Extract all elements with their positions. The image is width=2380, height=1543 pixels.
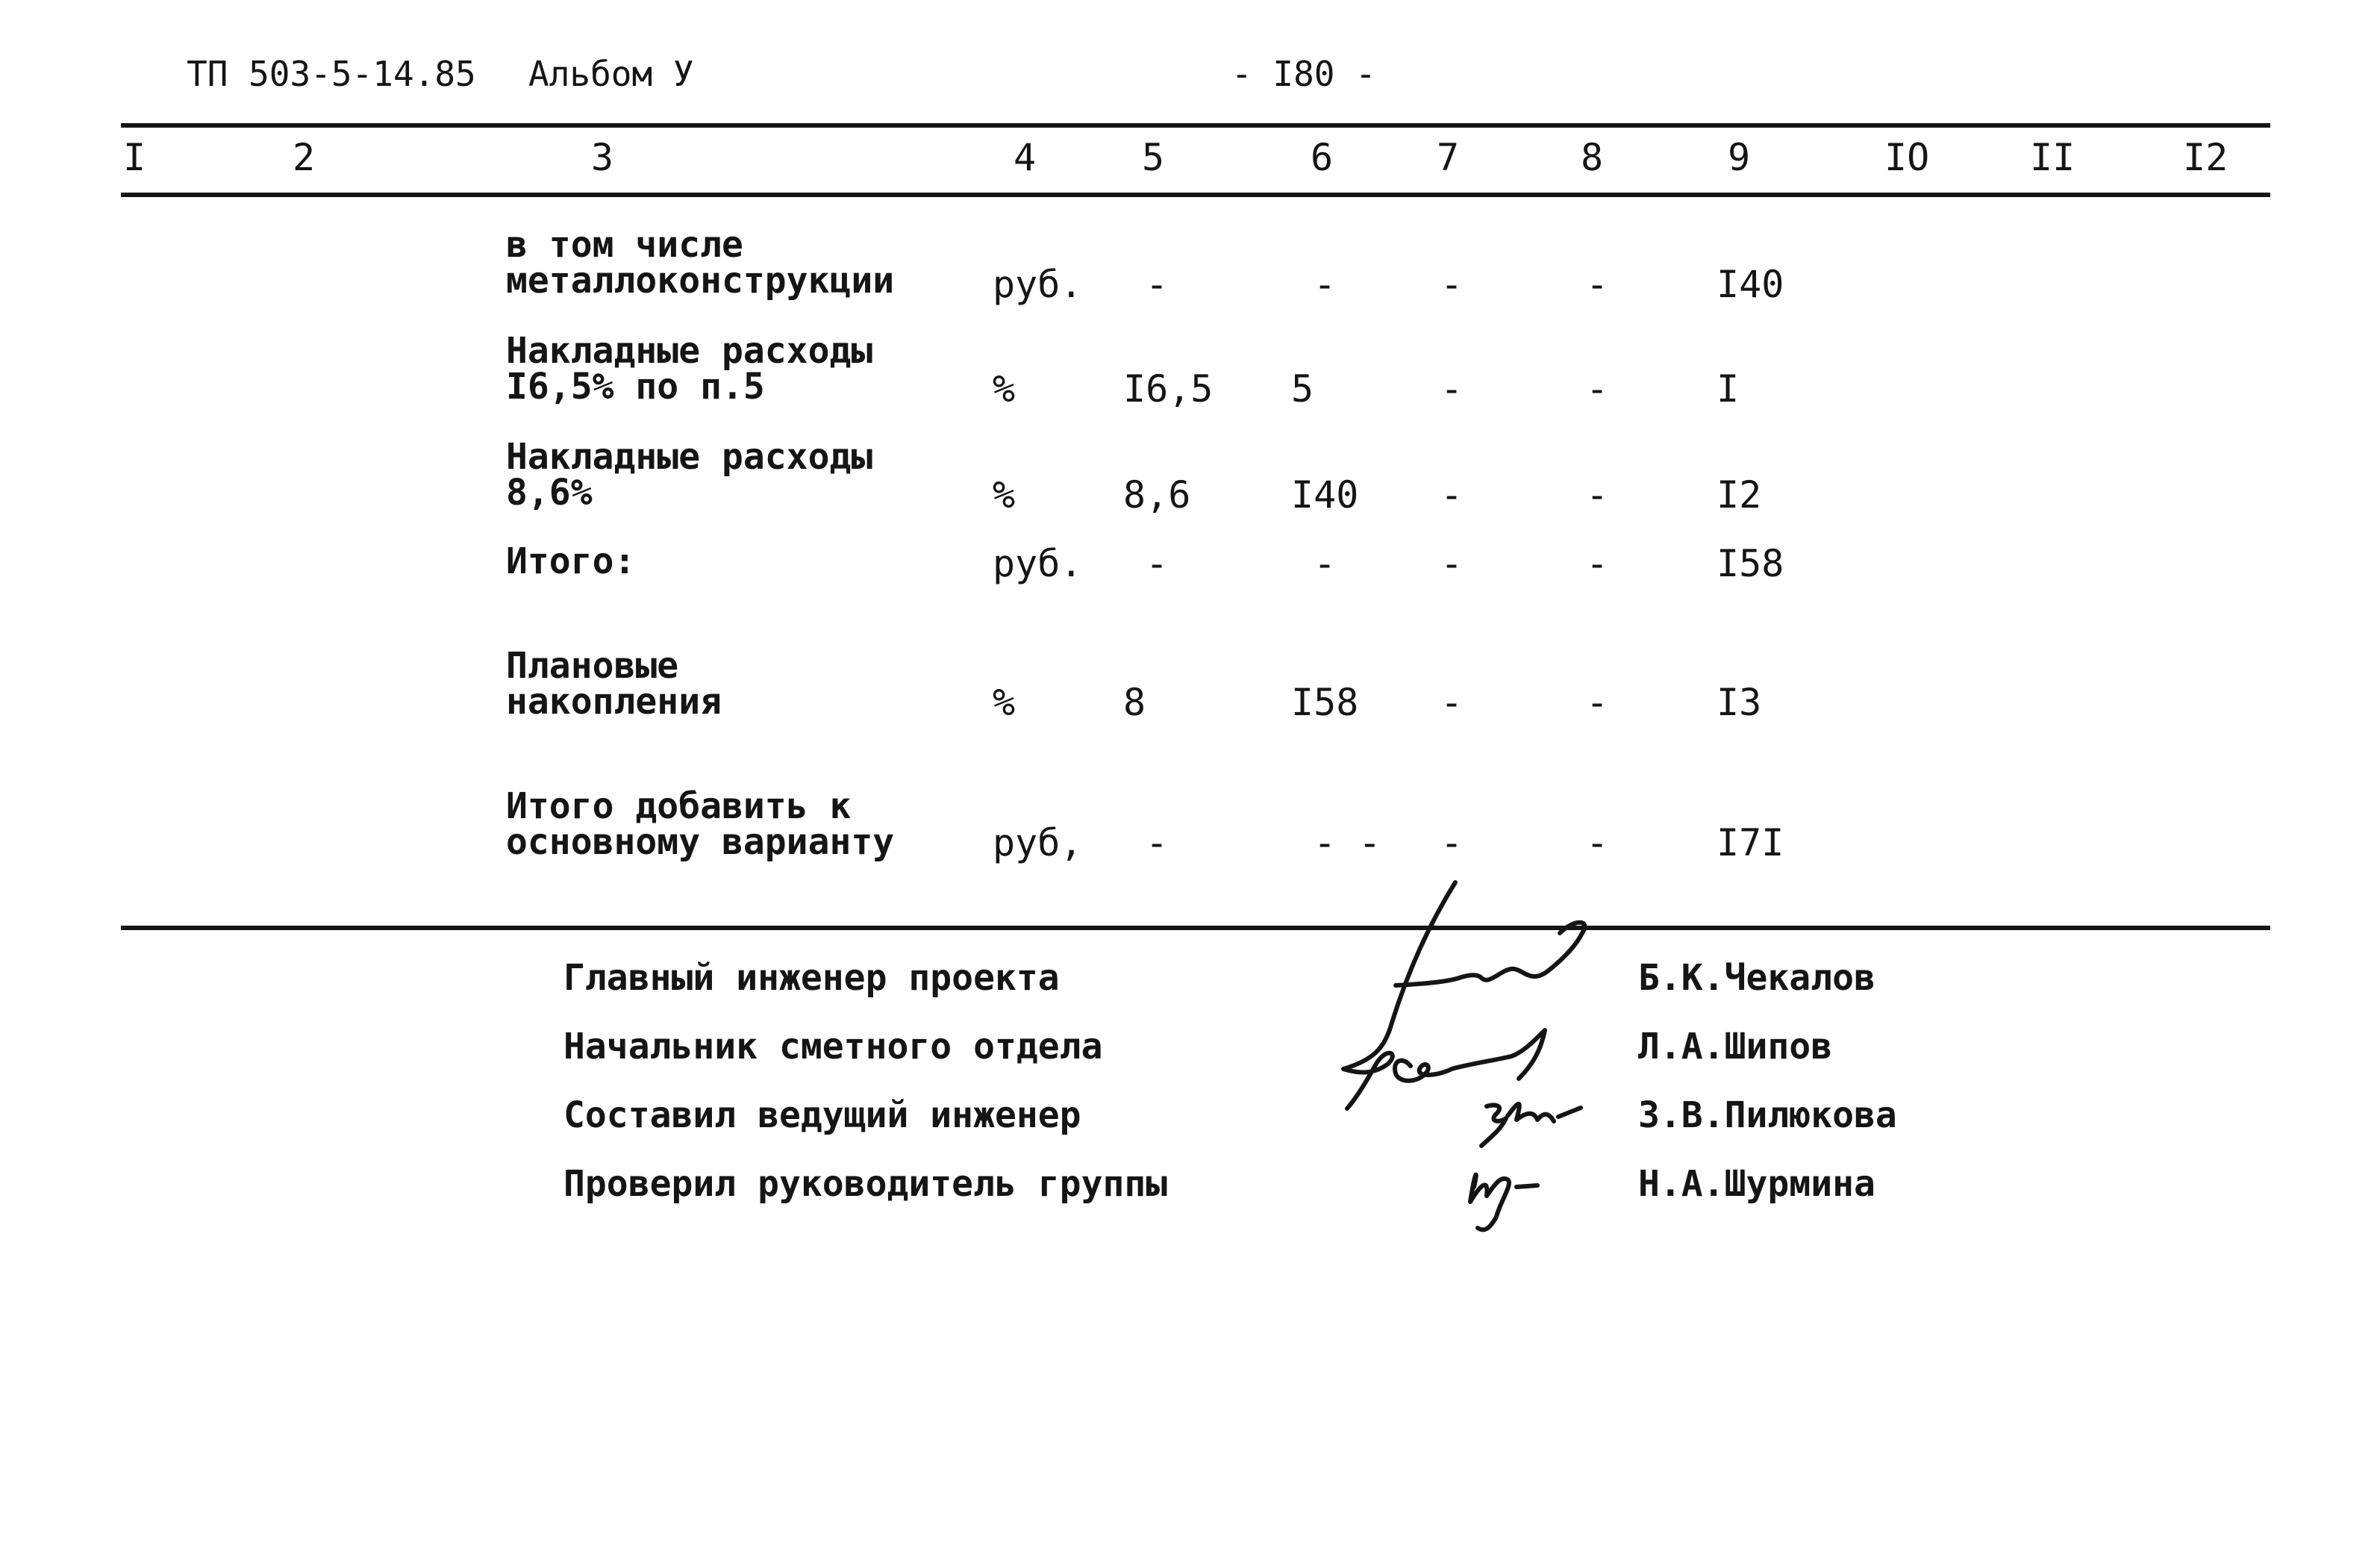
album-label: Альбом У (528, 54, 694, 94)
row-label-line: I6,5% по п.5 (506, 366, 765, 408)
unit-cell: руб, (993, 821, 1083, 864)
value-cell: - (1586, 821, 1609, 864)
value-cell: - (1440, 473, 1464, 517)
handwritten-signature (1321, 873, 1634, 1232)
value-cell: - (1586, 681, 1609, 724)
value-cell: 8,6 (1123, 473, 1191, 517)
table-header-rule (121, 193, 2270, 197)
value-cell: 5 (1291, 367, 1314, 411)
value-cell: I40 (1717, 263, 1784, 306)
value-cell: - (1586, 542, 1609, 585)
unit-cell: руб. (993, 542, 1083, 585)
value-cell: - (1440, 821, 1464, 864)
unit-cell: % (993, 473, 1016, 517)
value-cell: I (1717, 367, 1740, 411)
value-cell: - (1314, 542, 1337, 585)
signatory-name: Б.К.Чекалов (1638, 957, 1875, 999)
page-number: - I80 - (1231, 54, 1376, 94)
value-cell: I40 (1291, 473, 1359, 517)
column-number: I (123, 136, 146, 179)
table-bottom-rule (121, 926, 2270, 930)
value-cell: - (1586, 263, 1609, 306)
value-cell: - - (1314, 821, 1381, 864)
value-cell: - (1314, 263, 1337, 306)
column-number: II (2030, 136, 2076, 179)
value-cell: I7I (1717, 821, 1784, 864)
value-cell: - (1146, 542, 1169, 585)
value-cell: I3 (1717, 681, 1762, 724)
row-label-line: Итого: (506, 540, 636, 582)
signatory-title: Главный инженер проекта (563, 957, 1060, 999)
unit-cell: руб. (993, 263, 1083, 306)
value-cell: I58 (1717, 542, 1784, 585)
row-label-line: в том числе (506, 224, 743, 266)
row-label-line: Итого добавить к (506, 785, 852, 827)
column-number: I2 (2183, 136, 2228, 179)
value-cell: - (1146, 263, 1169, 306)
value-cell: - (1440, 681, 1464, 724)
column-number: 6 (1311, 136, 1334, 179)
value-cell: - (1440, 542, 1464, 585)
value-cell: - (1440, 367, 1464, 411)
signatory-name: З.В.Пилюкова (1638, 1094, 1897, 1136)
value-cell: 8 (1123, 681, 1146, 724)
value-cell: I2 (1717, 473, 1762, 517)
table-top-rule (121, 123, 2270, 128)
signatory-name: Л.А.Шипов (1638, 1026, 1833, 1067)
value-cell: - (1440, 263, 1464, 306)
row-label-line: 8,6% (506, 472, 593, 514)
signatory-title: Проверил руководитель группы (563, 1163, 1168, 1205)
column-number: 7 (1437, 136, 1460, 179)
column-number: 5 (1142, 136, 1165, 179)
row-label-line: Накладные расходы (506, 330, 873, 372)
column-number: 8 (1581, 136, 1604, 179)
value-cell: I6,5 (1123, 367, 1214, 411)
column-number: 9 (1728, 136, 1751, 179)
row-label-line: металлоконструкции (506, 260, 895, 302)
column-number: IO (1884, 136, 1930, 179)
column-number: 4 (1013, 136, 1037, 179)
signatory-name: Н.А.Шурмина (1638, 1163, 1875, 1205)
value-cell: - (1586, 367, 1609, 411)
row-label-line: Плановые (506, 645, 679, 687)
unit-cell: % (993, 681, 1016, 724)
unit-cell: % (993, 367, 1016, 411)
value-cell: I58 (1291, 681, 1359, 724)
row-label-line: основному варианту (506, 821, 895, 863)
document-code: ТП 503-5-14.85 (187, 54, 476, 94)
column-number: 2 (293, 136, 316, 179)
column-number: 3 (591, 136, 614, 179)
value-cell: - (1586, 473, 1609, 517)
value-cell: - (1146, 821, 1169, 864)
row-label-line: накопления (506, 681, 722, 723)
row-label-line: Накладные расходы (506, 436, 873, 478)
signatory-title: Начальник сметного отдела (563, 1026, 1103, 1067)
signatory-title: Составил ведущий инженер (563, 1094, 1081, 1136)
